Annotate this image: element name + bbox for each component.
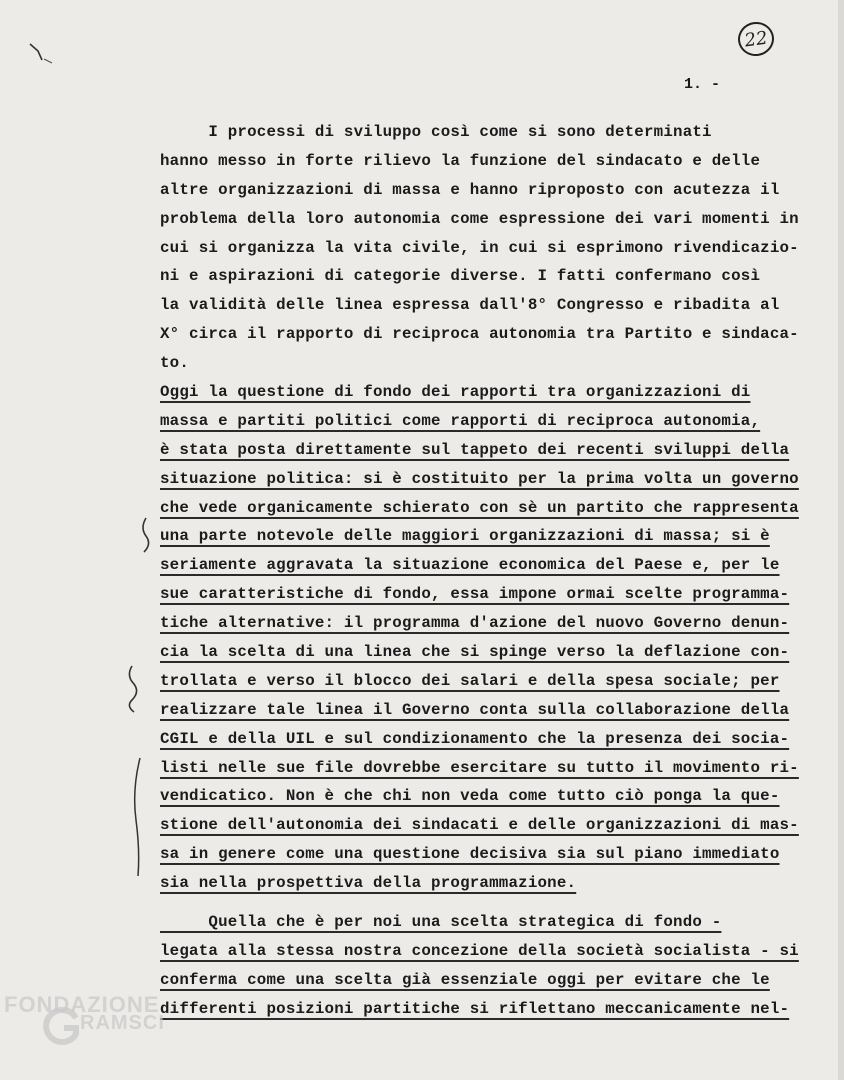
watermark-line2: RAMSCI — [80, 1012, 165, 1034]
margin-bracket — [135, 758, 140, 876]
underlined-text-line: sue caratteristiche di fondo, essa impone ormai scelte programma- — [160, 585, 790, 604]
underlined-text-line: legata alla stessa nostra concezione della società socialista - si — [160, 941, 799, 960]
typed-text-block — [160, 118, 830, 1024]
underlined-text-line: stione dell'autonomia dei sindacati e delle organizzazioni di mas- — [160, 816, 799, 835]
underlined-text-line: listi nelle sue file dovrebbe esercitare su tutto il movimento ri- — [160, 758, 799, 777]
underlined-text-line: seriamente aggravata la situazione economica del Paese e, per le — [160, 556, 780, 575]
margin-squiggle-2 — [129, 666, 136, 712]
typed-page-label: 1. - — [684, 76, 721, 93]
text-line: altre organizzazioni di massa e hanno riproposto con acutezza il — [160, 180, 780, 199]
margin-squiggle-1 — [143, 518, 149, 552]
text-line: X° circa il rapporto di reciproca autonomia tra Partito e sindaca- — [160, 325, 799, 344]
underlined-text-line: CGIL e della UIL e sul condizionamento che la presenza dei socia- — [160, 729, 790, 748]
underlined-text-line: Oggi la questione di fondo dei rapporti tra organizzazioni di — [160, 383, 751, 402]
underlined-text-line: tiche alternative: il programma d'azione del nuovo Governo denun- — [160, 614, 790, 633]
text-line: hanno messo in forte rilievo la funzione del sindacato e delle — [160, 151, 761, 170]
text-line: ni e aspirazioni di categorie diverse. I fatti confermano così — [160, 267, 761, 286]
underlined-text-line: realizzare tale linea il Governo conta sulla collaborazione della — [160, 700, 790, 719]
foundation-watermark — [4, 990, 204, 1060]
text-line: to. — [160, 354, 190, 373]
underlined-text-line: Quella che è per noi una scelta strategica di fondo - — [160, 913, 722, 932]
text-line: problema della loro autonomia come espressione dei vari momenti in — [160, 209, 799, 228]
underlined-text-line: vendicatico. Non è che chi non veda come tutto ciò ponga la que- — [160, 787, 780, 806]
pen-mark-icon — [28, 42, 56, 66]
underlined-text-line: situazione politica: si è costituito per la prima volta un governo — [160, 469, 799, 488]
text-line: I processi di sviluppo così come si sono determinati — [160, 123, 712, 141]
watermark-g-icon — [40, 1004, 84, 1048]
underlined-text-line: è stata posta direttamente sul tappeto dei recenti sviluppi della — [160, 440, 790, 459]
underlined-text-line: cia la scelta di una linea che si spinge verso la deflazione con- — [160, 643, 790, 662]
watermark-line1: FONDAZIONE — [4, 992, 160, 1017]
underlined-text-line: sia nella prospettiva della programmazione. — [160, 874, 577, 893]
paragraph-gap — [160, 898, 830, 908]
handwritten-page-number-text: 22 — [743, 27, 769, 51]
handwritten-page-number — [736, 20, 776, 59]
text-line: cui si organizza la vita civile, in cui si esprimono rivendicazio- — [160, 238, 799, 257]
text-line: la validità delle linea espressa dall'8° Congresso e ribadita al — [160, 296, 780, 315]
underlined-text-line: che vede organicamente schierato con sè un partito che rappresenta — [160, 498, 799, 517]
underlined-text-line: differenti posizioni partitiche si riflettano meccanicamente nel- — [160, 999, 790, 1018]
page-edge — [838, 0, 844, 1080]
underlined-text-line: trollata e verso il blocco dei salari e della spesa sociale; per — [160, 671, 780, 690]
underlined-text-line: conferma come una scelta già essenziale oggi per evitare che le — [160, 970, 770, 989]
underlined-text-line: sa in genere come una questione decisiva sia sul piano immediato — [160, 845, 780, 864]
underlined-text-line: massa e partiti politici come rapporti di reciproca autonomia, — [160, 411, 761, 430]
underlined-text-line: una parte notevole delle maggiori organizzazioni di massa; si è — [160, 527, 770, 546]
